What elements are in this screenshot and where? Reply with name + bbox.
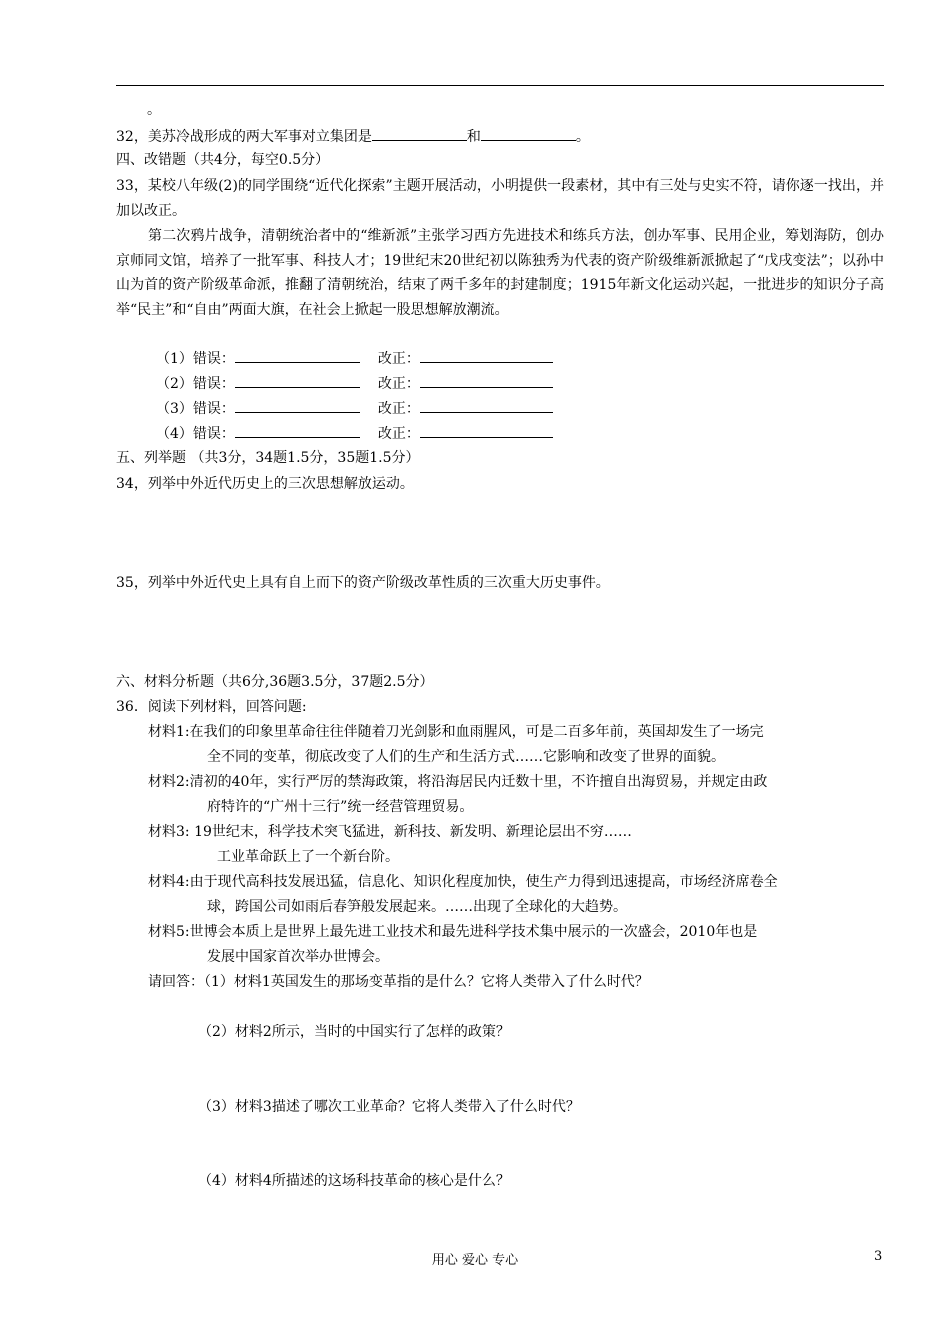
q36-intro: 36．阅读下列材料，回答问题: xyxy=(116,699,307,715)
correction-label: 改正： xyxy=(377,426,420,442)
material-1-line-2: 全不同的变革，彻底改变了人们的生产和生活方式……它影响和改变了世界的面貌。 xyxy=(207,749,725,765)
q32-end: 。 xyxy=(575,129,590,145)
q36-ask-1: 请回答：（1）材料1英国发生的那场变革指的是什么？它将人类带入了什么时代？ xyxy=(148,974,649,990)
error-blank xyxy=(235,423,360,438)
error-label: （1）错误： xyxy=(156,351,235,367)
material-3-line-2: 工业革命跃上了一个新台阶。 xyxy=(217,849,399,865)
q32-text: 32，美苏冷战形成的两大军事对立集团是 xyxy=(116,129,372,145)
q32-blank-2 xyxy=(481,126,576,141)
footer-text: 用心 爱心 专心 xyxy=(431,1253,519,1268)
q36-ask-2: （2）材料2所示，当时的中国实行了怎样的政策？ xyxy=(198,1024,510,1040)
correction-blank xyxy=(420,398,553,413)
q33-row-1 xyxy=(156,348,553,369)
question-32 xyxy=(116,126,590,147)
q33-row-2 xyxy=(156,373,553,394)
q36-ask-4: （4）材料4所描述的这场科技革命的核心是什么？ xyxy=(198,1173,510,1189)
q33-row-4 xyxy=(156,423,553,444)
material-2-line-2: 府特许的“广州十三行”统一经营管理贸易。 xyxy=(207,799,474,815)
q33-row-3 xyxy=(156,398,553,419)
q36-ask-3: （3）材料3描述了哪次工业革命？它将人类带入了什么时代？ xyxy=(198,1099,580,1115)
section-6-title: 六、材料分析题（共6分,36题3.5分，37题2.5分） xyxy=(116,674,434,690)
correction-blank xyxy=(420,423,553,438)
question-34: 34，列举中外近代历史上的三次思想解放运动。 xyxy=(116,476,414,492)
error-blank xyxy=(235,348,360,363)
page-number: 3 xyxy=(874,1249,883,1264)
correction-blank xyxy=(420,348,553,363)
correction-label: 改正： xyxy=(377,376,420,392)
error-blank xyxy=(235,373,360,388)
error-label: （2）错误： xyxy=(156,376,235,392)
material-1-line-1: 材料1:在我们的印象里革命往往伴随着刀光剑影和血雨腥风，可是二百多年前，英国却发生了一场完 xyxy=(148,724,764,740)
correction-label: 改正： xyxy=(377,401,420,417)
q33-intro: 33，某校八年级(2)的同学围绕“近代化探索”主题开展活动，小明提供一段素材，其中有三处与史实不符，请你逐一找出，并加以改正。 xyxy=(116,178,884,219)
q32-and: 和 xyxy=(466,129,481,145)
question-35: 35，列举中外近代史上具有自上而下的资产阶级改革性质的三次重大历史事件。 xyxy=(116,575,610,591)
error-label: （3）错误： xyxy=(156,401,235,417)
error-blank xyxy=(235,398,360,413)
header-rule xyxy=(116,85,884,86)
q32-blank-1 xyxy=(372,126,467,141)
material-5-line-1: 材料5:世博会本质上是世界上最先进工业技术和最先进科学技术集中展示的一次盛会，2010年也是 xyxy=(148,924,758,940)
section-5-title: 五、列举题 （共3分，34题1.5分，35题1.5分） xyxy=(116,450,420,466)
material-3-line-1: 材料3: 19世纪末，科学技术突飞猛进，新科技、新发明、新理论层出不穷…… xyxy=(148,824,632,840)
top-mark: 。 xyxy=(147,102,161,118)
material-5-line-2: 发展中国家首次举办世博会。 xyxy=(207,949,389,965)
section-4-title: 四、改错题（共4分，每空0.5分） xyxy=(116,152,330,168)
correction-label: 改正： xyxy=(377,351,420,367)
error-label: （4）错误： xyxy=(156,426,235,442)
material-4-line-1: 材料4:由于现代高科技发展迅猛，信息化、知识化程度加快，使生产力得到迅速提高，市场经济席卷全 xyxy=(148,874,778,890)
material-4-line-2: 球，跨国公司如雨后春笋般发展起来。……出现了全球化的大趋势。 xyxy=(207,899,627,915)
q33-passage: 第二次鸦片战争，清朝统治者中的“维新派”主张学习西方先进技术和练兵方法，创办军事、民用企业，筹划海防，创办京师同文馆，培养了一批军事、科技人才；19世纪末20世纪初以陈独秀为代表的资产阶级维新派掀起了“戊戌变法”；以孙中山为首的资产阶级革命派，推翻了清朝统治，结束了两千多年的封建制度；1915年新文化运动兴起，一批进步的知识分子高举“民主”和“自由”两面大旗，在社会上掀起一股思想解放潮流。 xyxy=(116,228,884,318)
correction-blank xyxy=(420,373,553,388)
material-2-line-1: 材料2:清初的40年，实行严厉的禁海政策，将沿海居民内迁数十里，不许擅自出海贸易，并规定由政 xyxy=(148,774,768,790)
